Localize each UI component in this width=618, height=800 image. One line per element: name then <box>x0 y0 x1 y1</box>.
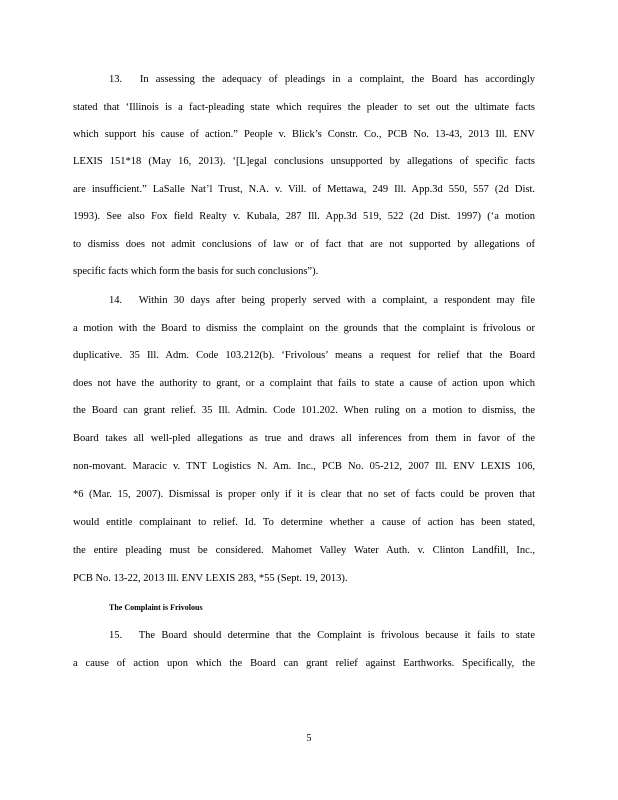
page-number: 5 <box>306 733 312 744</box>
paragraph-14-line-7: non-movant. Maracic v. TNT Logistics N. Am. Inc., PCB No. 05-212, 2007 Ill. ENV LEXIS 106, <box>73 461 535 472</box>
paragraph-13-line-6: 1993). See also Fox field Realty v. Kubala, 287 Ill. App.3d 519, 522 (2d Dist. 1997) (‘a motion <box>73 211 535 222</box>
section-heading: The Complaint is Frivolous <box>109 603 203 612</box>
paragraph-15-line-1: 15. The Board should determine that the Complaint is frivolous because it fails to state <box>109 630 535 641</box>
paragraph-13-line-5: are insufficient.” LaSalle Nat’l Trust, N.A. v. Vill. of Mettawa, 249 Ill. App.3d 550, 557 (2d Dist. <box>73 184 535 195</box>
paragraph-14-line-1: 14. Within 30 days after being properly served with a complaint, a respondent may file <box>109 295 535 306</box>
paragraph-13-line-3: which support his cause of action.” People v. Blick’s Constr. Co., PCB No. 13-43, 2013 Ill. ENV <box>73 129 535 140</box>
paragraph-13-line-8: specific facts which form the basis for such conclusions”). <box>73 266 319 277</box>
paragraph-14-line-5: the Board can grant relief. 35 Ill. Admin. Code 101.202. When ruling on a motion to dismiss, the <box>73 405 535 416</box>
paragraph-13-line-1: 13. In assessing the adequacy of pleadings in a complaint, the Board has accordingly <box>109 74 535 85</box>
paragraph-13-line-4: LEXIS 151*18 (May 16, 2013). ‘[L]egal conclusions unsupported by allegations of specific facts <box>73 156 535 167</box>
paragraph-13-line-7: to dismiss does not admit conclusions of law or of fact that are not supported by allegations of <box>73 239 535 250</box>
paragraph-14-line-11: PCB No. 13-22, 2013 Ill. ENV LEXIS 283, *55 (Sept. 19, 2013). <box>73 573 348 584</box>
paragraph-14-line-4: does not have the authority to grant, or a complaint that fails to state a cause of action upon which <box>73 378 535 389</box>
paragraph-14-line-9: would entitle complainant to relief. Id. To determine whether a cause of action has been stated, <box>73 517 535 528</box>
paragraph-15-line-2: a cause of action upon which the Board can grant relief against Earthworks. Specifically, the <box>73 658 535 669</box>
paragraph-13-line-2: stated that ‘Illinois is a fact-pleading state which requires the pleader to set out the ultimate facts <box>73 102 535 113</box>
paragraph-14-line-10: the entire pleading must be considered. Mahomet Valley Water Auth. v. Clinton Landfill, Inc., <box>73 545 535 556</box>
paragraph-14-line-3: duplicative. 35 Ill. Adm. Code 103.212(b). ‘Frivolous’ means a request for relief that the Board <box>73 350 535 361</box>
paragraph-14-line-6: Board takes all well-pled allegations as true and draws all inferences from them in favor of the <box>73 433 535 444</box>
paragraph-14-line-2: a motion with the Board to dismiss the complaint on the grounds that the complaint is frivolous or <box>73 323 535 334</box>
paragraph-14-line-8: *6 (Mar. 15, 2007). Dismissal is proper only if it is clear that no set of facts could be proven that <box>73 489 535 500</box>
